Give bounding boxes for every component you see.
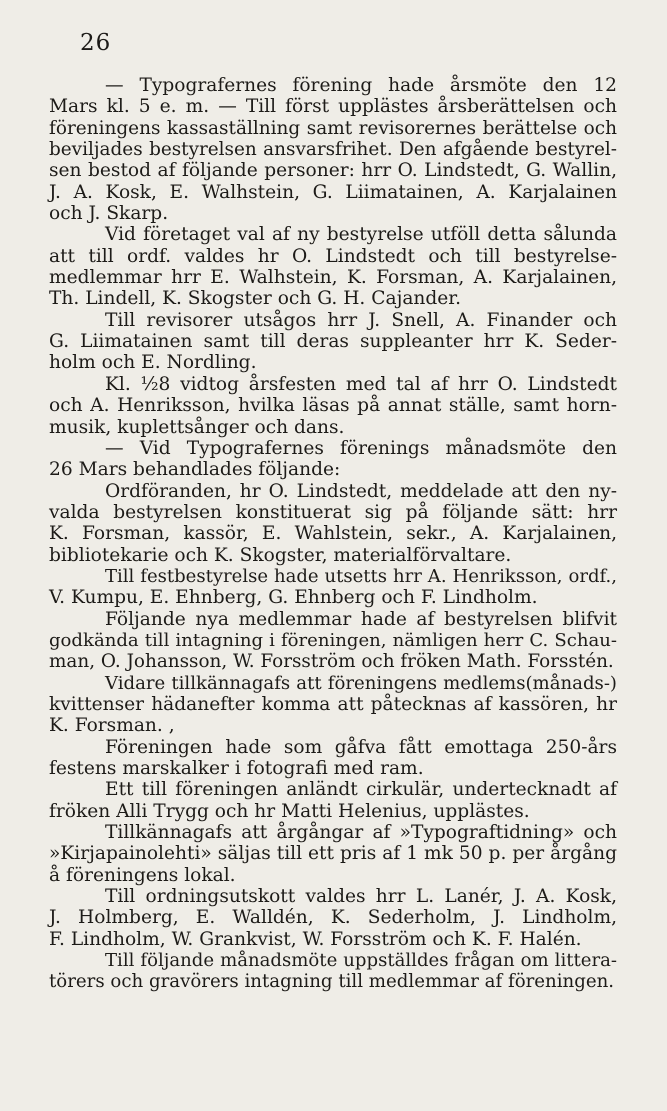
text-line: J. Holmberg, E. Walldén, K. Sederholm, J. Lindholm,	[49, 907, 617, 929]
text-line: Föreningen hade som gåfva fått emottaga 250-års	[105, 736, 617, 758]
text-line: Mars kl. 5 e. m. — Till först upplästes årsberättelsen och	[49, 96, 617, 118]
text-line: Tillkännagafs att årgångar af »Typograftidning» och	[105, 822, 617, 844]
text-line: Th. Lindell, K. Skogster och G. H. Cajander.	[49, 288, 462, 310]
text-line: Kl. ½8 vidtog årsfesten med tal af hrr O. Lindstedt	[105, 373, 617, 395]
text-line: K. Forsman, kassör, E. Wahlstein, sekr., A. Karjalainen,	[49, 523, 617, 545]
text-line: å föreningens lokal.	[49, 864, 236, 886]
page-number: 26	[80, 30, 112, 56]
text-line: Ordföranden, hr O. Lindstedt, meddelade att den ny-	[105, 480, 617, 502]
text-line: Ett till föreningen anländt cirkulär, undertecknadt af	[105, 779, 617, 801]
text-line: sen bestod af följande personer: hrr O. Lindstedt, G. Wallin,	[49, 160, 617, 182]
text-line: och A. Henriksson, hvilka läsas på annat ställe, samt horn-	[49, 395, 617, 417]
text-line: Vid företaget val af ny bestyrelse utföll detta sålunda	[105, 224, 617, 246]
text-line: törers och gravörers intagning till medlemmar af föreningen.	[49, 971, 615, 993]
text-line: G. Liimatainen samt till deras suppleanter hrr K. Seder-	[49, 331, 617, 353]
text-line: fröken Alli Trygg och hr Matti Helenius, upplästes.	[49, 800, 530, 822]
text-line: holm och E. Nordling.	[49, 352, 257, 374]
text-line: Följande nya medlemmar hade af bestyrelsen blifvit	[105, 608, 617, 630]
text-line: godkända till intagning i föreningen, nämligen herr C. Schau-	[49, 629, 617, 651]
text-line: K. Forsman. ,	[49, 715, 175, 737]
text-line: 26 Mars behandlades följande:	[49, 459, 341, 481]
text-line: J. A. Kosk, E. Walhstein, G. Liimatainen, A. Karjalainen	[49, 181, 617, 203]
text-line: — Vid Typografernes förenings månadsmöte den	[105, 437, 617, 459]
text-line: beviljades bestyrelsen ansvarsfrihet. Den afgående bestyrel-	[49, 139, 617, 161]
text-line: Till ordningsutskott valdes hrr L. Lanér, J. A. Kosk,	[105, 886, 617, 908]
text-line: kvittenser hädanefter komma att påtecknas af kassören, hr	[49, 693, 617, 715]
text-line: F. Lindholm, W. Grankvist, W. Forsström och K. F. Halén.	[49, 928, 582, 950]
text-line: föreningens kassaställning samt revisorernes berättelse och	[49, 117, 617, 139]
text-line: Vidare tillkännagafs att föreningens medlems(månads-)	[105, 672, 617, 694]
text-line: man, O. Johansson, W. Forsström och fröken Math. Forsstén.	[49, 651, 614, 673]
text-line: — Typografernes förening hade årsmöte den 12	[105, 75, 617, 96]
article-text	[49, 75, 617, 993]
text-line: festens marskalker i fotografi med ram.	[49, 758, 424, 779]
text-line: valda bestyrelsen konstituerat sig på följande sätt: hrr	[49, 501, 617, 523]
text-line: och J. Skarp.	[49, 203, 169, 225]
text-line: Till följande månadsmöte uppställdes frågan om littera-	[105, 950, 617, 972]
text-line: bibliotekarie och K. Skogster, materialförvaltare.	[49, 544, 512, 566]
text-line: »Kirjapainolehti» säljas till ett pris af 1 mk 50 p. per årgång	[49, 843, 617, 865]
text-line: Till revisorer utsågos hrr J. Snell, A. Finander och	[105, 309, 617, 331]
text-line: medlemmar hrr E. Walhstein, K. Forsman, A. Karjalainen,	[49, 267, 617, 289]
text-line: V. Kumpu, E. Ehnberg, G. Ehnberg och F. Lindholm.	[49, 587, 538, 609]
text-line: Till festbestyrelse hade utsetts hrr A. Henriksson, ordf.,	[105, 565, 617, 587]
text-line: att till ordf. valdes hr O. Lindstedt och till bestyrelse-	[49, 245, 617, 267]
text-line: musik, kuplettsånger och dans.	[49, 416, 345, 438]
